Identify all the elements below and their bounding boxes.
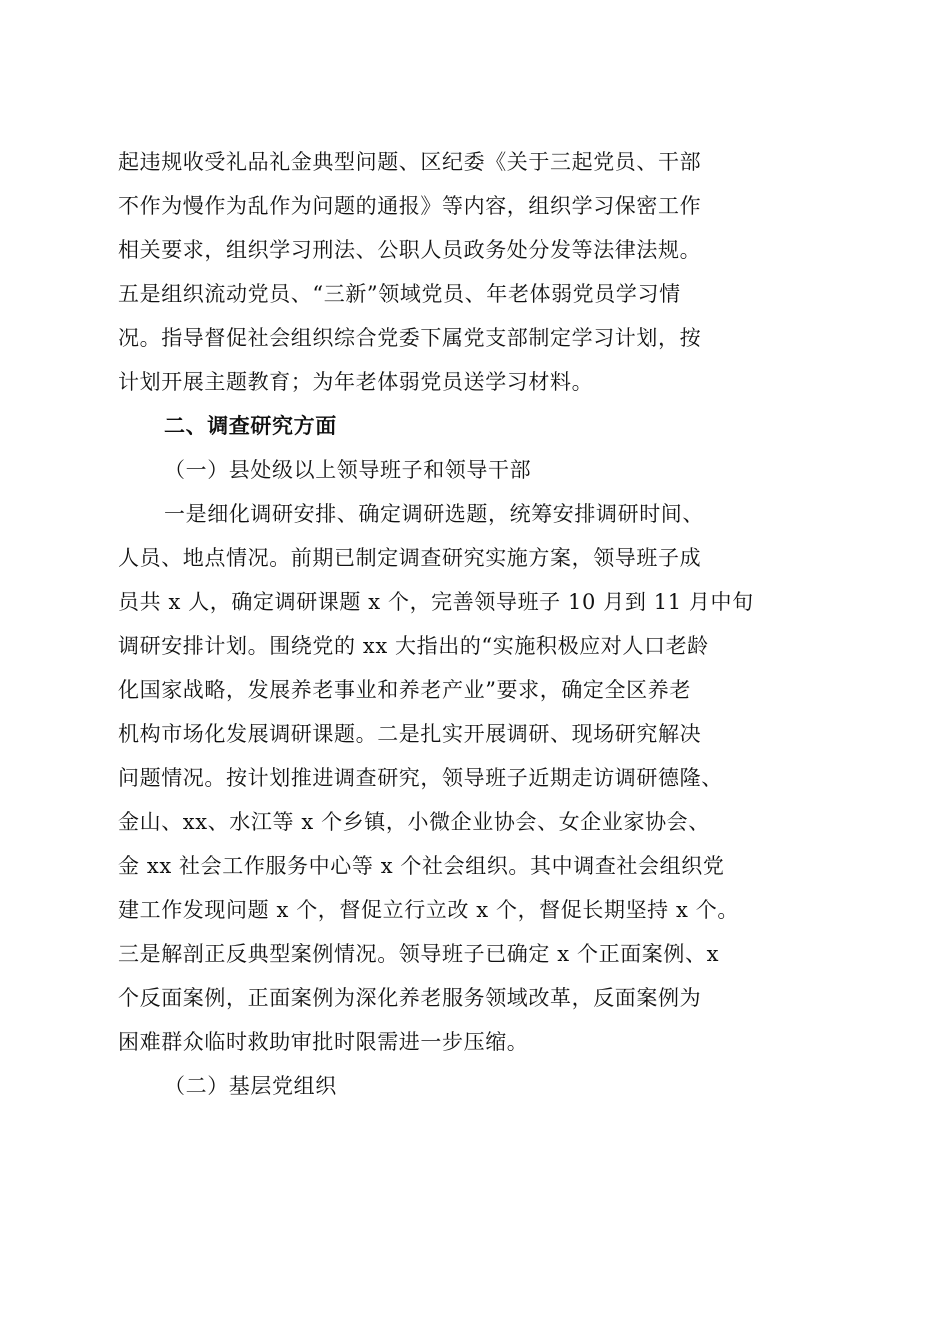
section-heading-research: 二、调查研究方面 xyxy=(164,414,337,438)
text-line: 建工作发现问题 x 个，督促立行立改 x 个，督促长期坚持 x 个。 xyxy=(118,898,739,922)
paragraph-research-details xyxy=(118,492,838,1064)
text-line: 三是解剖正反典型案例情况。领导班子已确定 x 个正面案例、x xyxy=(118,942,720,966)
text-line: 个反面案例，正面案例为深化养老服务领域改革，反面案例为 xyxy=(118,986,702,1010)
paragraph-study-requirements xyxy=(118,140,838,404)
text-line: 机构市场化发展调研课题。二是扎实开展调研、现场研究解决 xyxy=(118,722,702,746)
subsection-heading-leadership: （一）县处级以上领导班子和领导干部 xyxy=(164,458,532,482)
text-line: 不作为慢作为乱作为问题的通报》等内容，组织学习保密工作 xyxy=(118,194,702,218)
text-line: 起违规收受礼品礼金典型问题、区纪委《关于三起党员、干部 xyxy=(118,150,702,174)
text-line: 人员、地点情况。前期已制定调查研究实施方案，领导班子成 xyxy=(118,546,702,570)
text-line: 五是组织流动党员、“三新”领域党员、年老体弱党员学习情 xyxy=(118,282,681,306)
text-line: 相关要求，组织学习刑法、公职人员政务处分发等法律法规。 xyxy=(118,238,702,262)
text-line: 况。指导督促社会组织综合党委下属党支部制定学习计划，按 xyxy=(118,326,702,350)
text-line: 调研安排计划。围绕党的 xx 大指出的“实施积极应对人口老龄 xyxy=(118,634,709,658)
text-line: 一是细化调研安排、确定调研选题，统筹安排调研时间、 xyxy=(164,502,704,526)
text-line: 化国家战略，发展养老事业和养老产业”要求，确定全区养老 xyxy=(118,678,691,702)
text-line: 计划开展主题教育；为年老体弱党员送学习材料。 xyxy=(118,370,594,394)
text-line: 金山、xx、水江等 x 个乡镇，小微企业协会、女企业家协会、 xyxy=(118,810,710,834)
document-body xyxy=(118,140,838,1108)
text-line: 困难群众临时救助审批时限需进一步压缩。 xyxy=(118,1030,529,1054)
text-line: 员共 x 人，确定调研课题 x 个，完善领导班子 10 月到 11 月中旬 xyxy=(118,590,754,614)
text-line: 金 xx 社会工作服务中心等 x 个社会组织。其中调查社会组织党 xyxy=(118,854,725,878)
text-line: 问题情况。按计划推进调查研究，领导班子近期走访调研德隆、 xyxy=(118,766,723,790)
subsection-heading-grassroots: （二）基层党组织 xyxy=(164,1074,337,1098)
